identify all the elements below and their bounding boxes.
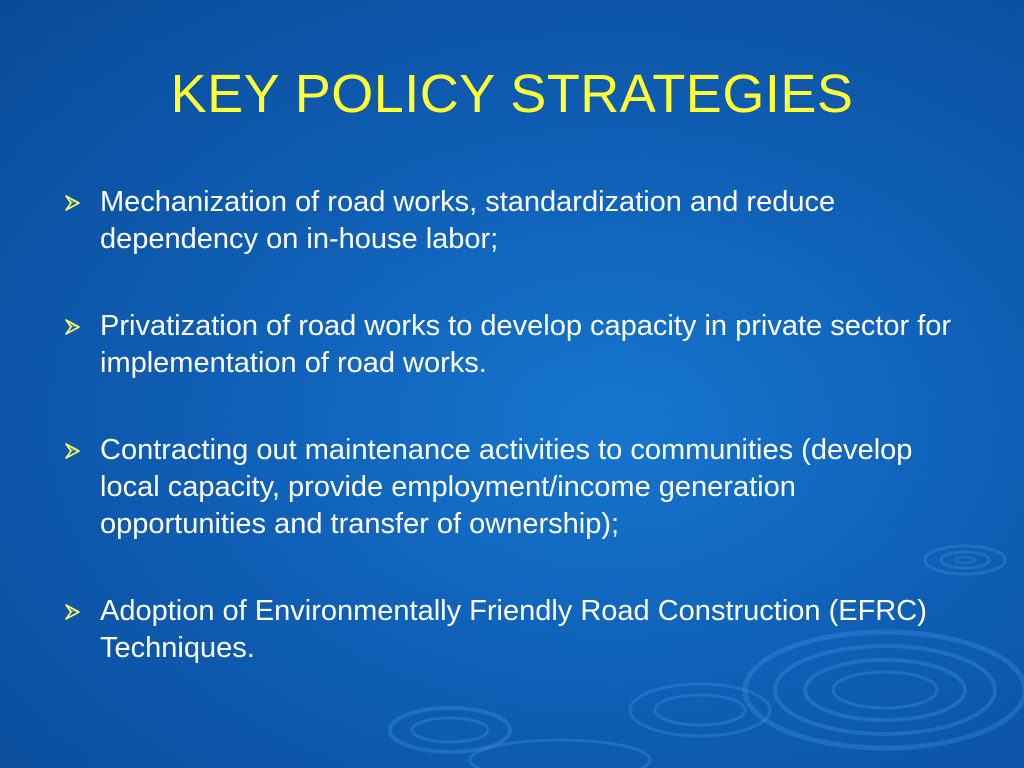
bullet-text: Contracting out maintenance activities to communities (develop local capacity, provide employment/income generation opportunities and transfer of ownership);: [100, 434, 913, 540]
slide-title: KEY POLICY STRATEGIES: [170, 64, 854, 124]
bullet-item: [64, 432, 964, 543]
bullet-item: [64, 184, 964, 258]
bullet-item: [64, 593, 964, 667]
bullet-text: Adoption of Environmentally Friendly Road Construction (EFRC) Techniques.: [100, 595, 927, 664]
bullet-text: Mechanization of road works, standardization and reduce dependency on in-house labor;: [100, 186, 836, 255]
bullet-list: [64, 184, 964, 667]
bullet-item: [64, 308, 964, 382]
arrow-bullet-icon: [64, 603, 82, 621]
arrow-bullet-icon: [64, 194, 82, 212]
arrow-bullet-icon: [64, 318, 82, 336]
bullet-text: Privatization of road works to develop capacity in private sector for implementation of road works.: [100, 310, 952, 379]
arrow-bullet-icon: [64, 442, 82, 460]
